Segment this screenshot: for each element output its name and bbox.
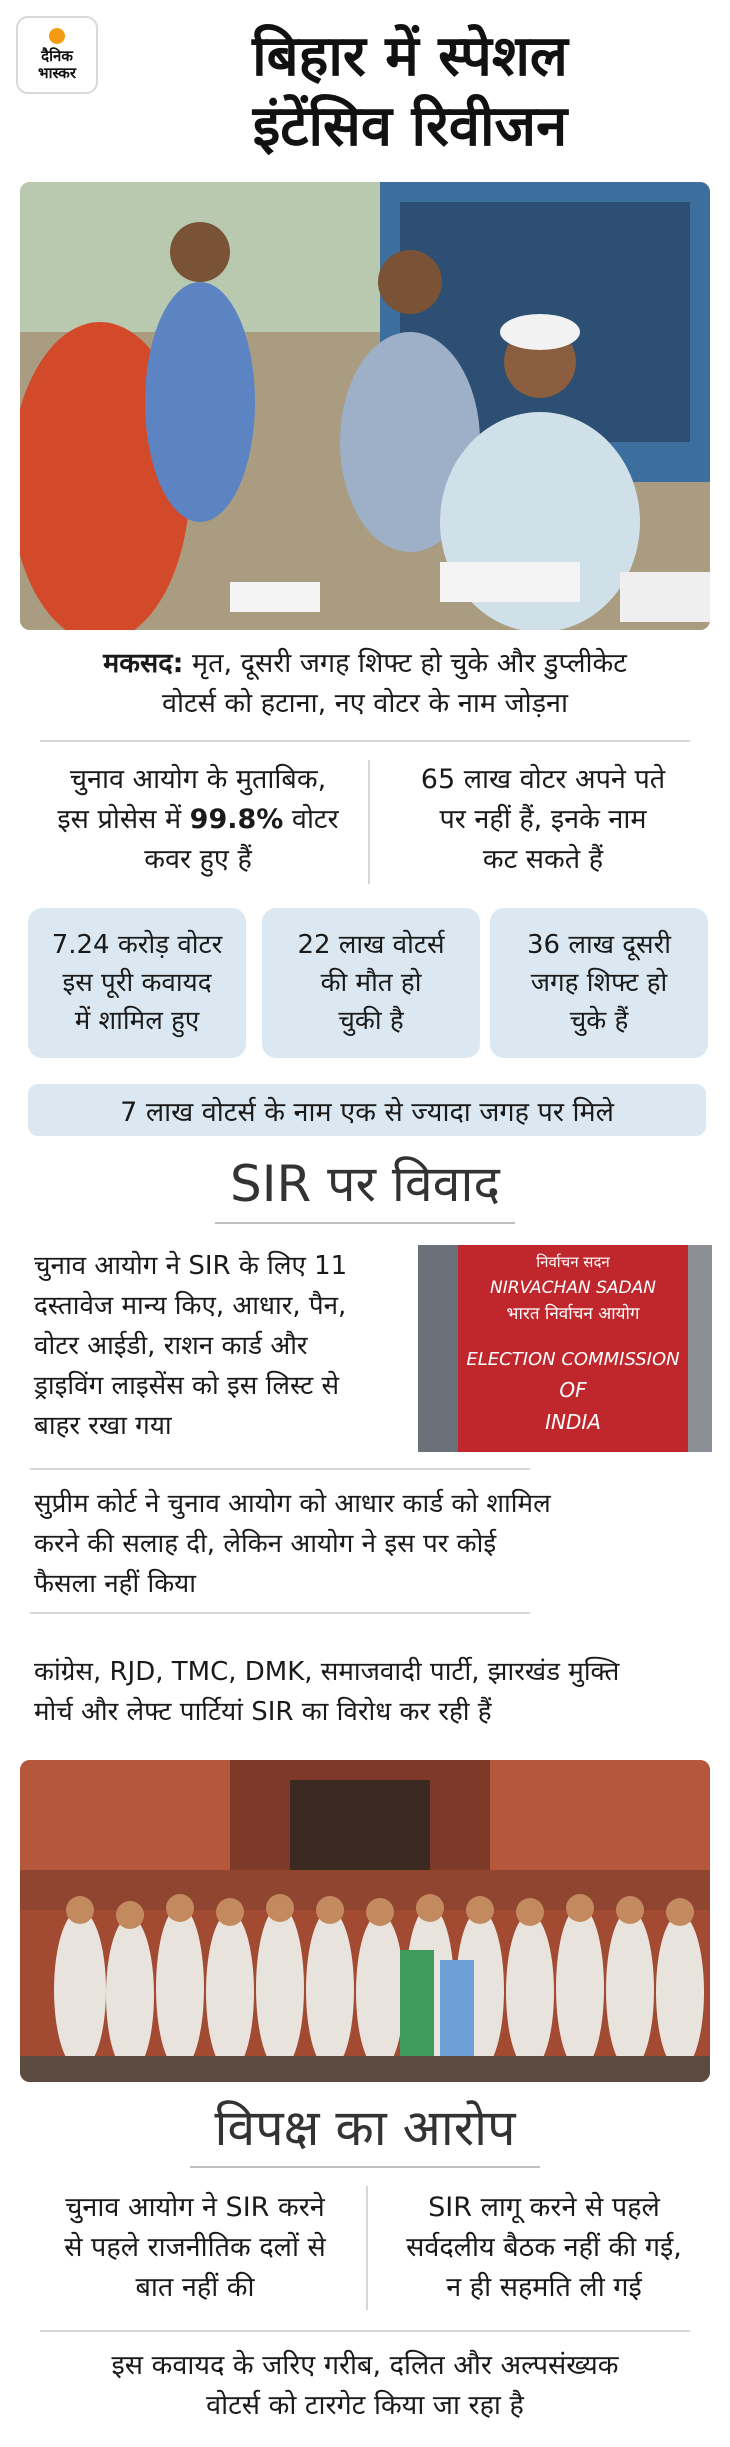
divider bbox=[40, 740, 690, 742]
stat-2-line-2: की मौत हो bbox=[320, 968, 422, 998]
stat-1-line-1: 7.24 करोड़ वोटर bbox=[51, 930, 223, 960]
divider bbox=[40, 2330, 690, 2332]
vertical-divider bbox=[368, 760, 370, 884]
stat-2-line-3: चुकी है bbox=[338, 1006, 404, 1036]
stat-box-deceased bbox=[262, 908, 480, 1058]
supreme-court-line-3: फैसला नहीं किया bbox=[34, 1569, 196, 1599]
sign-line-1: निर्वाचन सदन bbox=[536, 1253, 610, 1271]
vertical-divider bbox=[366, 2186, 368, 2310]
allegation-left-line-2: से पहले राजनीतिक दलों से bbox=[64, 2232, 326, 2263]
target-line-1: इस कवायद के जरिए गरीब, दलित और अल्पसंख्यक bbox=[111, 2350, 619, 2381]
coverage-line-2-post: वोटर bbox=[283, 804, 339, 835]
objective-line-1-text: मृत, दूसरी जगह शिफ्ट हो चुके और डुप्लीकेट bbox=[191, 648, 627, 679]
stat-1-line-3: में शामिल हुए bbox=[74, 1006, 200, 1036]
election-commission-sign-photo bbox=[418, 1245, 712, 1452]
sign-line-2: NIRVACHAN SADAN bbox=[490, 1278, 656, 1298]
title-line-1: बिहार में स्पेशल bbox=[252, 24, 568, 89]
divider bbox=[30, 1468, 530, 1470]
divider bbox=[30, 1612, 530, 1614]
stat-3-line-3: चुके हैं bbox=[569, 1006, 629, 1036]
stat-3-line-1: 36 लाख दूसरी bbox=[527, 930, 671, 960]
parties-line-2: मोर्च और लेफ्ट पार्टियां SIR का विरोध कर रही हैं bbox=[34, 1697, 492, 1727]
allegation-right-text bbox=[374, 2188, 714, 2308]
allegation-right-line-3: न ही सहमति ली गई bbox=[446, 2272, 642, 2303]
missing-line-2: पर नहीं हैं, इनके नाम bbox=[439, 804, 647, 835]
documents-line-1: चुनाव आयोग ने SIR के लिए 11 bbox=[34, 1251, 348, 1281]
stat-2-line-1: 22 लाख वोटर्स bbox=[297, 930, 445, 960]
section-heading-dispute: SIR पर विवाद bbox=[230, 1155, 500, 1213]
supreme-court-line-2: करने की सलाह दी, लेकिन आयोग ने इस पर कोई bbox=[34, 1529, 497, 1559]
missing-line-3: कट सकते हैं bbox=[482, 844, 604, 875]
page-title bbox=[110, 22, 710, 162]
section-underline bbox=[215, 1222, 515, 1224]
documents-line-5: बाहर रखा गया bbox=[34, 1411, 172, 1441]
opposing-parties-text bbox=[34, 1652, 714, 1732]
supreme-court-text bbox=[34, 1484, 714, 1604]
logo-sun-icon bbox=[49, 28, 65, 44]
logo-line-1: दैनिक bbox=[41, 47, 73, 65]
allegation-left-line-1: चुनाव आयोग ने SIR करने bbox=[65, 2192, 325, 2223]
target-line-2: वोटर्स को टारगेट किया जा रहा है bbox=[206, 2390, 524, 2421]
section-underline bbox=[190, 2166, 540, 2168]
coverage-percent: 99.8% bbox=[189, 804, 284, 835]
allegation-right-line-2: सर्वदलीय बैठक नहीं की गई, bbox=[406, 2232, 682, 2263]
documents-text bbox=[34, 1246, 414, 1446]
stat-1-line-2: इस पूरी कवायद bbox=[62, 968, 212, 998]
documents-line-4: ड्राइविंग लाइसेंस को इस लिस्ट से bbox=[34, 1371, 340, 1401]
title-line-2: इंटेंसिव रिवीजन bbox=[252, 94, 568, 159]
opposition-protest-photo bbox=[20, 1760, 710, 2082]
allegation-right-line-1: SIR लागू करने से पहले bbox=[428, 2192, 660, 2223]
supreme-court-line-1: सुप्रीम कोर्ट ने चुनाव आयोग को आधार कार्ड को शामिल bbox=[34, 1489, 551, 1519]
objective-text bbox=[30, 644, 700, 724]
logo-line-2: भास्कर bbox=[38, 64, 76, 82]
header bbox=[0, 0, 730, 175]
section-heading-allegation: विपक्ष का आरोप bbox=[214, 2099, 516, 2157]
target-text bbox=[30, 2346, 700, 2426]
stat-box-total-voters bbox=[28, 908, 246, 1058]
missing-line-1: 65 लाख वोटर अपने पते bbox=[420, 764, 666, 795]
duplicate-voters-bar: 7 लाख वोटर्स के नाम एक से ज्यादा जगह पर मिले bbox=[28, 1084, 706, 1136]
coverage-text bbox=[28, 760, 368, 880]
objective-line-2: वोटर्स को हटाना, नए वोटर के नाम जोड़ना bbox=[161, 688, 569, 719]
coverage-line-2-pre: इस प्रोसेस में bbox=[57, 804, 190, 835]
stat-3-line-2: जगह शिफ्ट हो bbox=[530, 968, 668, 998]
documents-line-2: दस्तावेज मान्य किए, आधार, पैन, bbox=[34, 1291, 347, 1321]
voter-verification-photo bbox=[20, 182, 710, 630]
coverage-line-2 bbox=[28, 800, 368, 840]
coverage-line-1: चुनाव आयोग के मुताबिक, bbox=[69, 764, 327, 795]
missing-voters-text bbox=[378, 760, 708, 880]
sign-line-3: भारत निर्वाचन आयोग bbox=[506, 1304, 640, 1324]
sign-line-6: INDIA bbox=[545, 1410, 601, 1434]
allegation-left-text bbox=[30, 2188, 360, 2308]
coverage-line-3: कवर हुए हैं bbox=[144, 844, 252, 875]
sign-line-5: OF bbox=[559, 1378, 587, 1402]
stat-box-shifted bbox=[490, 908, 708, 1058]
documents-line-3: वोटर आईडी, राशन कार्ड और bbox=[34, 1331, 308, 1361]
allegation-left-line-3: बात नहीं की bbox=[135, 2272, 255, 2303]
objective-label: मकसद: bbox=[103, 648, 184, 679]
objective-line-1 bbox=[30, 644, 700, 684]
sign-line-4: ELECTION COMMISSION bbox=[466, 1349, 680, 1370]
dainik-bhaskar-logo[interactable] bbox=[16, 16, 98, 94]
parties-line-1: कांग्रेस, RJD, TMC, DMK, समाजवादी पार्टी, झारखंड मुक्ति bbox=[34, 1657, 620, 1687]
